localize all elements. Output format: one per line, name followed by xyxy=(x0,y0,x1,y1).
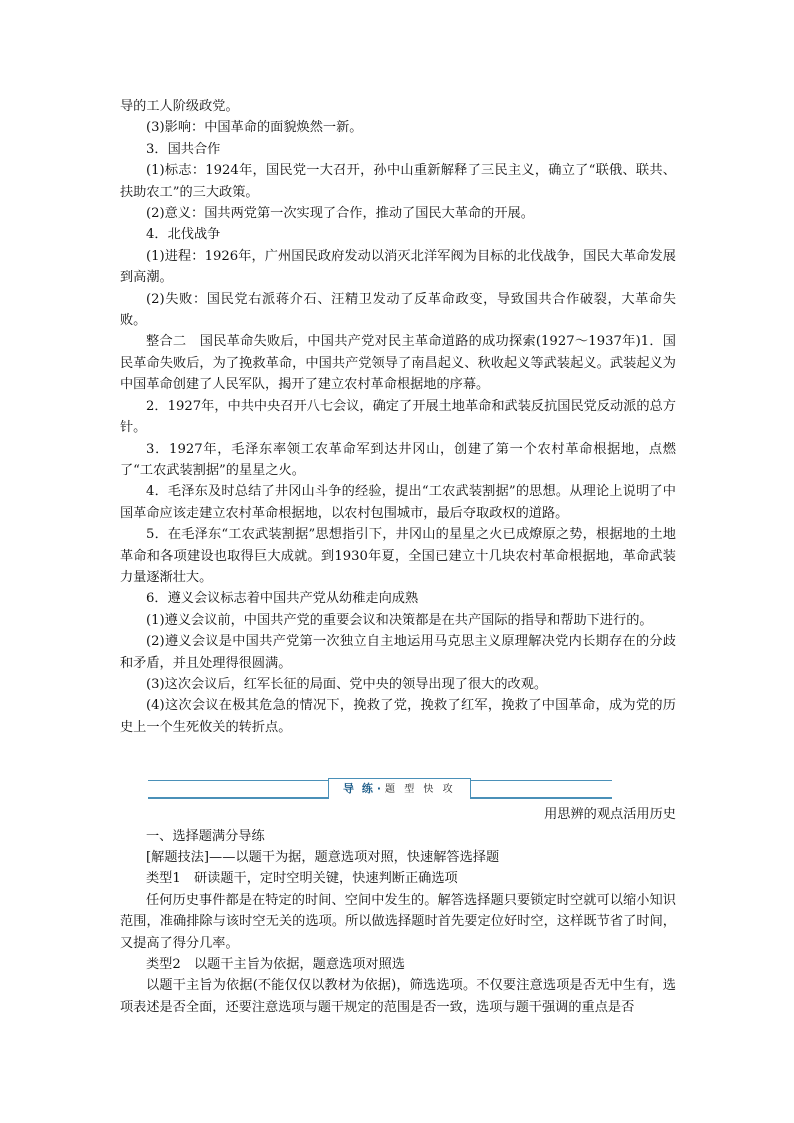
section-heading: 3．国共合作 xyxy=(146,141,221,157)
paragraph: 5．在毛泽东“工农武装割据”思想指引下，井冈山的星星之火已成燎原之势，根据地的土地革命和各项建设也取得巨大成就。到1930年夏，全国已建立十几块农村革命根据地，革命武装力量逐渐壮大。 xyxy=(120,527,676,585)
paragraph: (2)失败：国民党右派蒋介石、汪精卫发动了反革命政变，导致国共合作破裂，大革命失败。 xyxy=(120,291,676,329)
paragraph: (1)标志：1924年，国民党一大召开，孙中山重新解释了三民主义，确立了“联俄、联共、扶助农工”的三大政策。 xyxy=(120,163,676,200)
paragraph: 以题干主旨为依据(不能仅仅以教材为依据)，筛选选项。不仅要注意选项是否无中生有，选项表述是否全面，还要注意选项与题干规定的范围是否一致，选项与题干强调的重点是否 xyxy=(120,978,676,1015)
paragraph: (3)这次会议后，红军长征的局面、党中央的领导出现了很大的改观。 xyxy=(146,676,548,692)
technique-heading: [解题技法]——以题干为据，题意选项对照，快速解答选择题 xyxy=(146,850,500,865)
banner-main-text: 导 练 xyxy=(343,782,375,796)
paragraph: 2．1927年，中共中央召开八七会议，确定了开展土地革命和武装反抗国民党反动派的总方针。 xyxy=(120,398,676,436)
integration-heading: 整合二 国民革命失败后，中国共产党对民主革命道路的成功探索(1927～1937年)1．国民革命失败后，为了挽救革命，中国共产党领导了南昌起义、秋收起义等武装起义。武装起义为中国革命创建了人民军队，揭开了建立农村革命根据地的序幕。 xyxy=(120,334,676,393)
paragraph: 4．毛泽东及时总结了井冈山斗争的经验，提出“工农武装割据”的思想。从理论上说明了中国革命应该走建立农村革命根据地，以农村包围城市，最后夺取政权的道路。 xyxy=(120,484,676,521)
type-heading: 类型1 研读题干，定时空明关键，快速判断正确选项 xyxy=(146,871,458,887)
paragraph: (2)意义：国共两党第一次实现了合作，推动了国民大革命的开展。 xyxy=(146,206,534,222)
paragraph: (1)进程：1926年，广州国民政府发动以消灭北洋军阀为目标的北伐战争，国民大革命发展到高潮。 xyxy=(120,248,676,286)
banner-dot: · xyxy=(376,782,384,796)
paragraph: 导的工人阶级政党。 xyxy=(120,99,239,114)
paragraph: (1)遵义会议前，中国共产党的重要会议和决策都是在共产国际的指导和帮助下进行的。 xyxy=(146,612,653,628)
paragraph: (4)这次会议在极其危急的情况下，挽救了党，挽救了红军，挽救了中国革命，成为党的历史上一个生死攸关的转折点。 xyxy=(120,698,676,735)
paragraph: 3．1927年，毛泽东率领工农革命军到达井冈山，创建了第一个农村革命根据地，点燃了“工农武装割据”的星星之火。 xyxy=(120,441,676,478)
type-heading: 类型2 以题干主旨为依据，题意选项对照选 xyxy=(146,957,405,973)
banner-sub-text: 题 型 快 攻 xyxy=(385,784,456,796)
section-heading: 4．北伐战争 xyxy=(146,227,221,243)
banner-tag xyxy=(328,778,471,799)
section-banner xyxy=(148,778,612,804)
section-heading: 6．遵义会议标志着中国共产党从幼稚走向成熟 xyxy=(146,591,419,607)
motto: 用思辨的观点活用历史 xyxy=(544,807,676,823)
paragraph: (2)遵义会议是中国共产党第一次独立自主地运用马克思主义原理解决党内长期存在的分歧和矛盾，并且处理得很圆满。 xyxy=(120,634,676,671)
paragraph: 任何历史事件都是在特定的时间、空间中发生的。解答选择题只要锁定时空就可以缩小知识范围，准确排除与该时空无关的选项。所以做选择题时首先要定位好时空，这样既节省了时间，又提高了得分几率。 xyxy=(120,892,676,951)
section-heading: 一、选择题满分导练 xyxy=(146,828,265,844)
document-page xyxy=(120,96,676,1018)
paragraph: (3)影响：中国革命的面貌焕然一新。 xyxy=(146,120,363,136)
